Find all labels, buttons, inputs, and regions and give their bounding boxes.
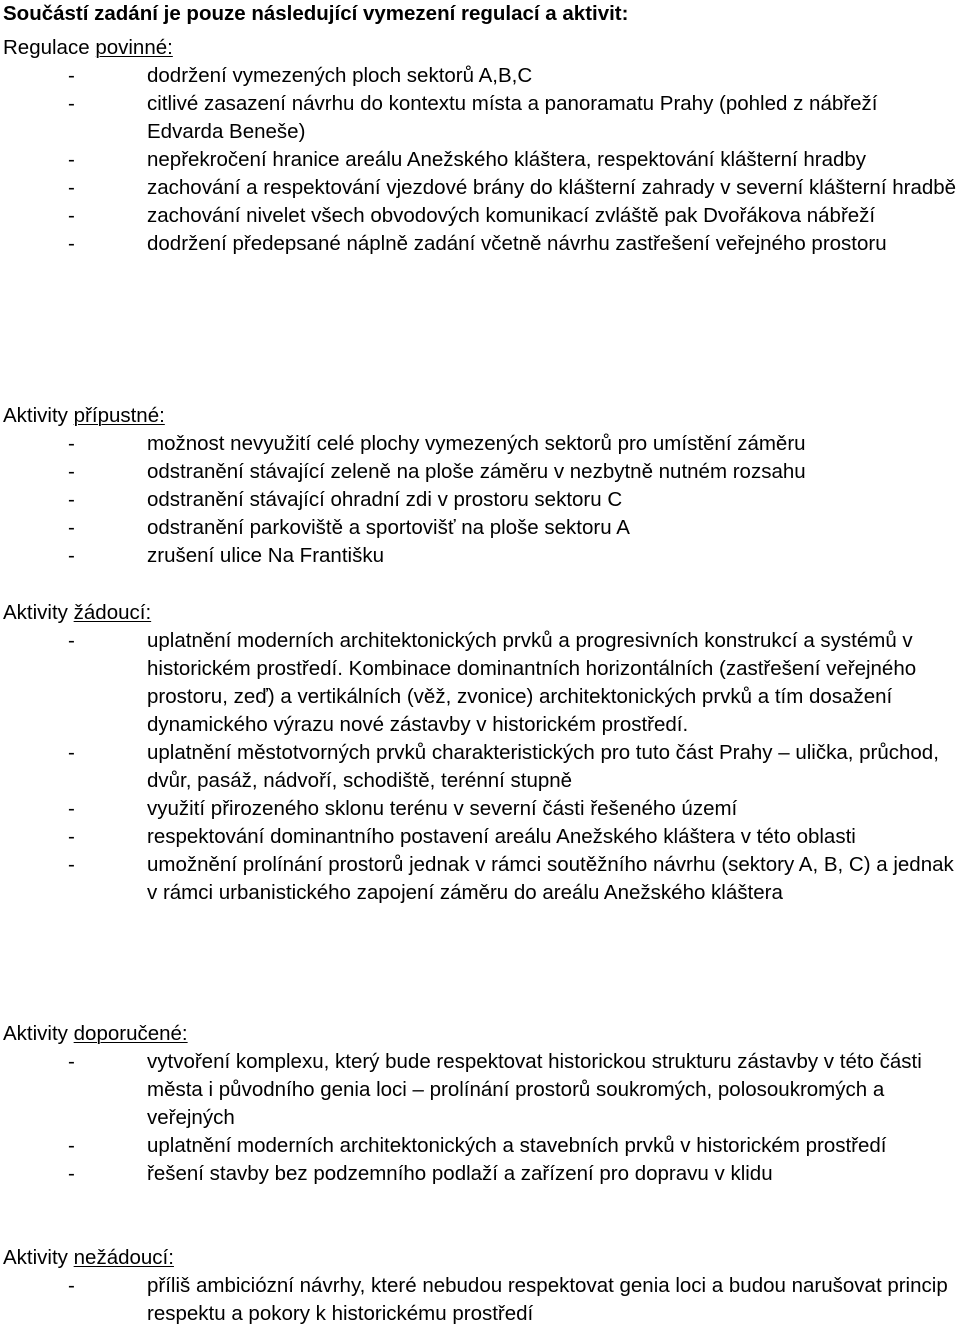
list-marker: -	[68, 232, 75, 255]
list-marker: -	[68, 629, 75, 652]
section-heading-prefix: Aktivity	[3, 601, 68, 624]
list-marker: -	[68, 1134, 75, 1157]
section-aktivity-doporucene	[0, 1020, 960, 1188]
list-item-text: odstranění stávající zeleně na ploše záměru v nezbytně nutném rozsahu	[147, 460, 806, 483]
list-marker: -	[68, 544, 75, 567]
list-item-text: možnost nevyužití celé plochy vymezených sektorů pro umístění záměru	[147, 432, 806, 455]
list-item	[0, 823, 960, 851]
list-marker: -	[68, 92, 75, 115]
item-list	[0, 627, 960, 907]
list-marker: -	[68, 176, 75, 199]
list-item	[0, 514, 960, 542]
list-item	[0, 202, 960, 230]
document-title: Součástí zadání je pouze následující vymezení regulací a aktivit:	[3, 2, 629, 25]
list-item	[0, 1160, 960, 1188]
list-marker: -	[68, 148, 75, 171]
section-aktivity-pripustne	[0, 402, 960, 570]
section-heading	[3, 34, 960, 62]
list-item	[0, 851, 960, 907]
item-list	[0, 430, 960, 570]
list-item	[0, 230, 960, 258]
list-item	[0, 62, 960, 90]
section-heading-highlight: přípustné:	[73, 404, 165, 427]
list-marker: -	[68, 516, 75, 539]
list-item-text: využití přirozeného sklonu terénu v severní části řešeného území	[147, 797, 738, 820]
list-marker: -	[68, 741, 75, 764]
section-heading-highlight: nežádoucí:	[73, 1246, 174, 1269]
section-heading-prefix: Aktivity	[3, 1246, 68, 1269]
section-heading	[3, 599, 960, 627]
list-marker: -	[68, 64, 75, 87]
list-item	[0, 486, 960, 514]
list-item-text: uplatnění moderních architektonických a stavebních prvků v historickém prostředí	[147, 1134, 887, 1157]
list-item-text: umožnění prolínání prostorů jednak v rámci soutěžního návrhu (sektory A, B, C) a jednak v rámci urbanistického zapojení záměru do areálu Anežského kláštera	[147, 853, 954, 904]
section-regulace-povinne	[0, 34, 960, 258]
section-aktivity-zadouci	[0, 599, 960, 907]
list-item-text: uplatnění moderních architektonických prvků a progresivních konstrukcí a systémů v historickém prostředí. Kombinace dominantních horizontálních (zastřešení veřejného prostoru, zeď) a vertikálních (věž, zvonice) architektonických prvků a tím dosažení dynamického výrazu nové zástavby v historickém prostředí.	[147, 629, 917, 736]
list-item-text: vytvoření komplexu, který bude respektovat historickou strukturu zástavby v této části města i původního genia loci – prolínání prostorů soukromých, polosoukromých a veřejných	[147, 1050, 922, 1129]
list-item	[0, 174, 960, 202]
section-heading-highlight: doporučené:	[73, 1022, 188, 1045]
list-item-text: zachování a respektování vjezdové brány do klášterní zahrady v severní klášterní hradbě	[147, 176, 957, 199]
list-item-text: uplatnění městotvorných prvků charakteristických pro tuto část Prahy – ulička, průchod, dvůr, pasáž, nádvoří, schodiště, terénní stupně	[147, 741, 939, 792]
list-marker: -	[68, 460, 75, 483]
list-item-text: citlivé zasazení návrhu do kontextu místa a panoramatu Prahy (pohled z nábřeží Edvarda Beneše)	[147, 92, 878, 143]
list-marker: -	[68, 825, 75, 848]
list-marker: -	[68, 1162, 75, 1185]
list-marker: -	[68, 432, 75, 455]
list-marker: -	[68, 853, 75, 876]
list-item	[0, 90, 960, 146]
list-item-text: odstranění parkoviště a sportovišť na ploše sektoru A	[147, 516, 630, 539]
item-list	[0, 1272, 960, 1328]
section-heading	[3, 402, 960, 430]
list-item-text: dodržení vymezených ploch sektorů A,B,C	[147, 64, 533, 87]
list-item	[0, 1272, 960, 1328]
item-list	[0, 62, 960, 258]
section-heading-prefix: Regulace	[3, 36, 90, 59]
list-item-text: dodržení předepsané náplně zadání včetně návrhu zastřešení veřejného prostoru	[147, 232, 887, 255]
list-marker: -	[68, 797, 75, 820]
list-item-text: respektování dominantního postavení areálu Anežského kláštera v této oblasti	[147, 825, 856, 848]
section-heading-prefix: Aktivity	[3, 1022, 68, 1045]
item-list	[0, 1048, 960, 1188]
list-item-text: nepřekročení hranice areálu Anežského kláštera, respektování klášterní hradby	[147, 148, 867, 171]
section-heading-highlight: povinné:	[95, 36, 173, 59]
list-marker: -	[68, 1274, 75, 1297]
section-heading	[3, 1244, 960, 1272]
list-item-text: příliš ambiciózní návrhy, které nebudou respektovat genia loci a budou narušovat princip respektu a pokory k historickému prostředí	[147, 1274, 948, 1325]
list-item	[0, 1048, 960, 1132]
list-item	[0, 146, 960, 174]
section-heading-highlight: žádoucí:	[73, 601, 152, 624]
list-item-text: řešení stavby bez podzemního podlaží a zařízení pro dopravu v klidu	[147, 1162, 773, 1185]
list-item	[0, 542, 960, 570]
section-heading-prefix: Aktivity	[3, 404, 68, 427]
list-item-text: zachování nivelet všech obvodových komunikací zvláště pak Dvořákova nábřeží	[147, 204, 876, 227]
list-item	[0, 627, 960, 739]
section-heading	[3, 1020, 960, 1048]
list-item	[0, 739, 960, 795]
list-marker: -	[68, 1050, 75, 1073]
list-item	[0, 458, 960, 486]
list-item-text: zrušení ulice Na Františku	[147, 544, 384, 567]
section-aktivity-nezadouci	[0, 1244, 960, 1328]
list-item-text: odstranění stávající ohradní zdi v prostoru sektoru C	[147, 488, 623, 511]
list-marker: -	[68, 488, 75, 511]
list-item	[0, 1132, 960, 1160]
list-item	[0, 430, 960, 458]
list-item	[0, 795, 960, 823]
list-marker: -	[68, 204, 75, 227]
